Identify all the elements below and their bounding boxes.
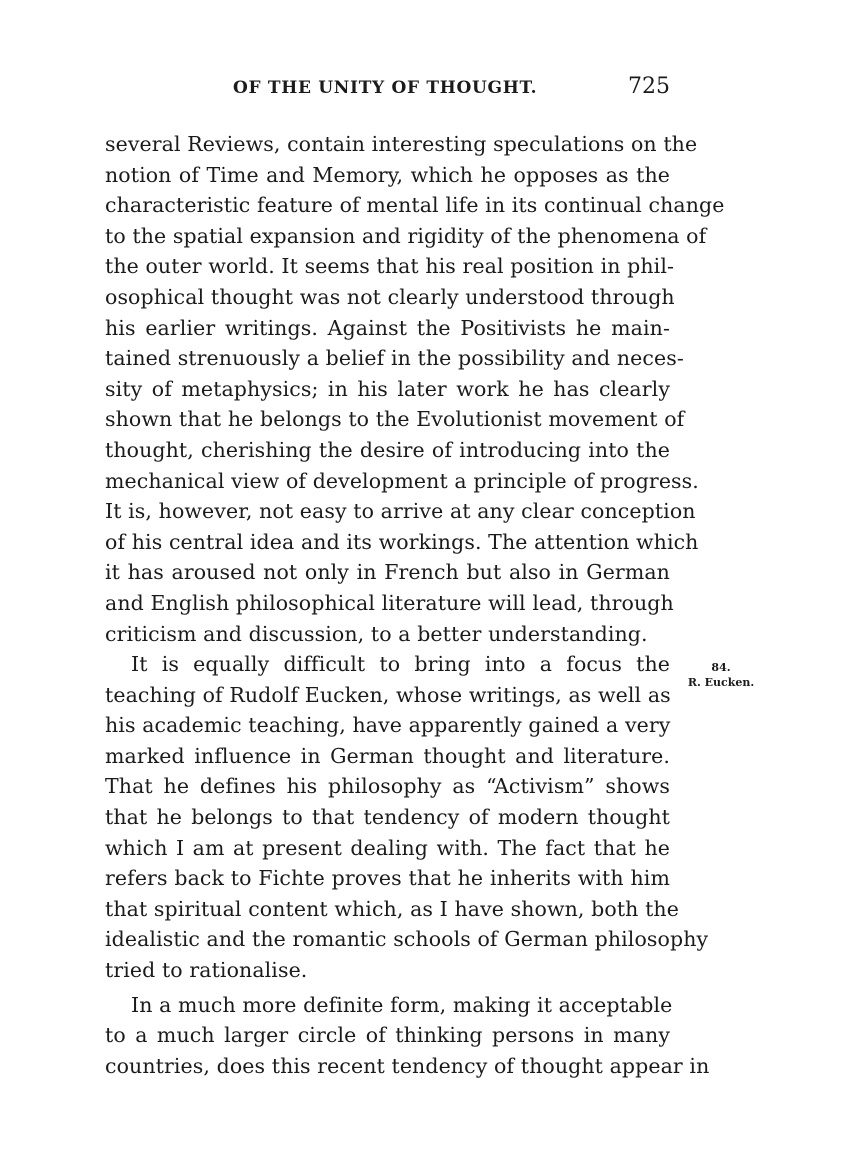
paragraph-2 xyxy=(105,649,709,986)
text-line: characteristic feature of mental life in its continual change xyxy=(105,193,725,218)
text-line: That he defines his philosophy as “Activism” shows xyxy=(105,774,670,799)
text-line: his academic teaching, have apparently gained a very xyxy=(105,713,671,738)
text-line: tained strenuously a belief in the possibility and neces- xyxy=(105,346,684,371)
text-line: thought, cherishing the desire of introducing into the xyxy=(105,437,670,462)
text-line: several Reviews, contain interesting speculations on the xyxy=(105,132,698,156)
text-line: that he belongs to that tendency of modern thought xyxy=(105,805,670,830)
text-line: it has aroused not only in French but also in German xyxy=(105,560,670,585)
text-line: notion of Time and Memory, which he opposes as the xyxy=(105,162,670,187)
text-line: idealistic and the romantic schools of German philosophy xyxy=(105,927,709,952)
text-line: teaching of Rudolf Eucken, whose writings, as well as xyxy=(105,682,671,707)
text-line: osophical thought was not clearly understood through xyxy=(105,284,675,309)
text-line: mechanical view of development a principle of progress. xyxy=(105,468,699,493)
text-line: which I am at present dealing with. The fact that he xyxy=(105,835,670,860)
text-line: It is equally difficult to bring into a focus the xyxy=(131,652,670,677)
text-line: to a much larger circle of thinking persons in many xyxy=(105,1023,670,1048)
text-line: refers back to Fichte proves that he inherits with him xyxy=(105,866,670,891)
page-number: 725 xyxy=(628,74,670,99)
text-line: the outer world. It seems that his real position in phil- xyxy=(105,254,675,279)
margin-note xyxy=(676,660,766,690)
text-line: sity of metaphysics; in his later work he has clearly xyxy=(105,376,670,401)
text-line: to the spatial expansion and rigidity of the phenomena of xyxy=(105,223,707,248)
text-line: It is, however, not easy to arrive at any clear conception xyxy=(105,499,696,524)
text-line: and English philosophical literature will lead, through xyxy=(105,590,674,615)
margin-section-number: 84. xyxy=(711,661,731,674)
paragraph-3 xyxy=(105,990,710,1082)
paragraph-1 xyxy=(105,129,725,649)
text-line: criticism and discussion, to a better understanding. xyxy=(105,621,648,646)
text-line: countries, does this recent tendency of thought appear in xyxy=(105,1053,710,1078)
text-line: marked influence in German thought and literature. xyxy=(105,743,670,768)
text-line: tried to rationalise. xyxy=(105,958,308,983)
margin-label: R. Eucken. xyxy=(687,676,755,689)
text-line: shown that he belongs to the Evolutionist movement of xyxy=(105,407,685,432)
page-header xyxy=(105,74,670,106)
text-line: In a much more definite form, making it acceptable xyxy=(131,992,673,1017)
text-line: his earlier writings. Against the Positivists he main- xyxy=(105,315,670,340)
text-line: that spiritual content which, as I have shown, both the xyxy=(105,896,679,921)
text-line: of his central idea and its workings. The attention which xyxy=(105,529,699,554)
running-title: OF THE UNITY OF THOUGHT. xyxy=(233,78,538,98)
